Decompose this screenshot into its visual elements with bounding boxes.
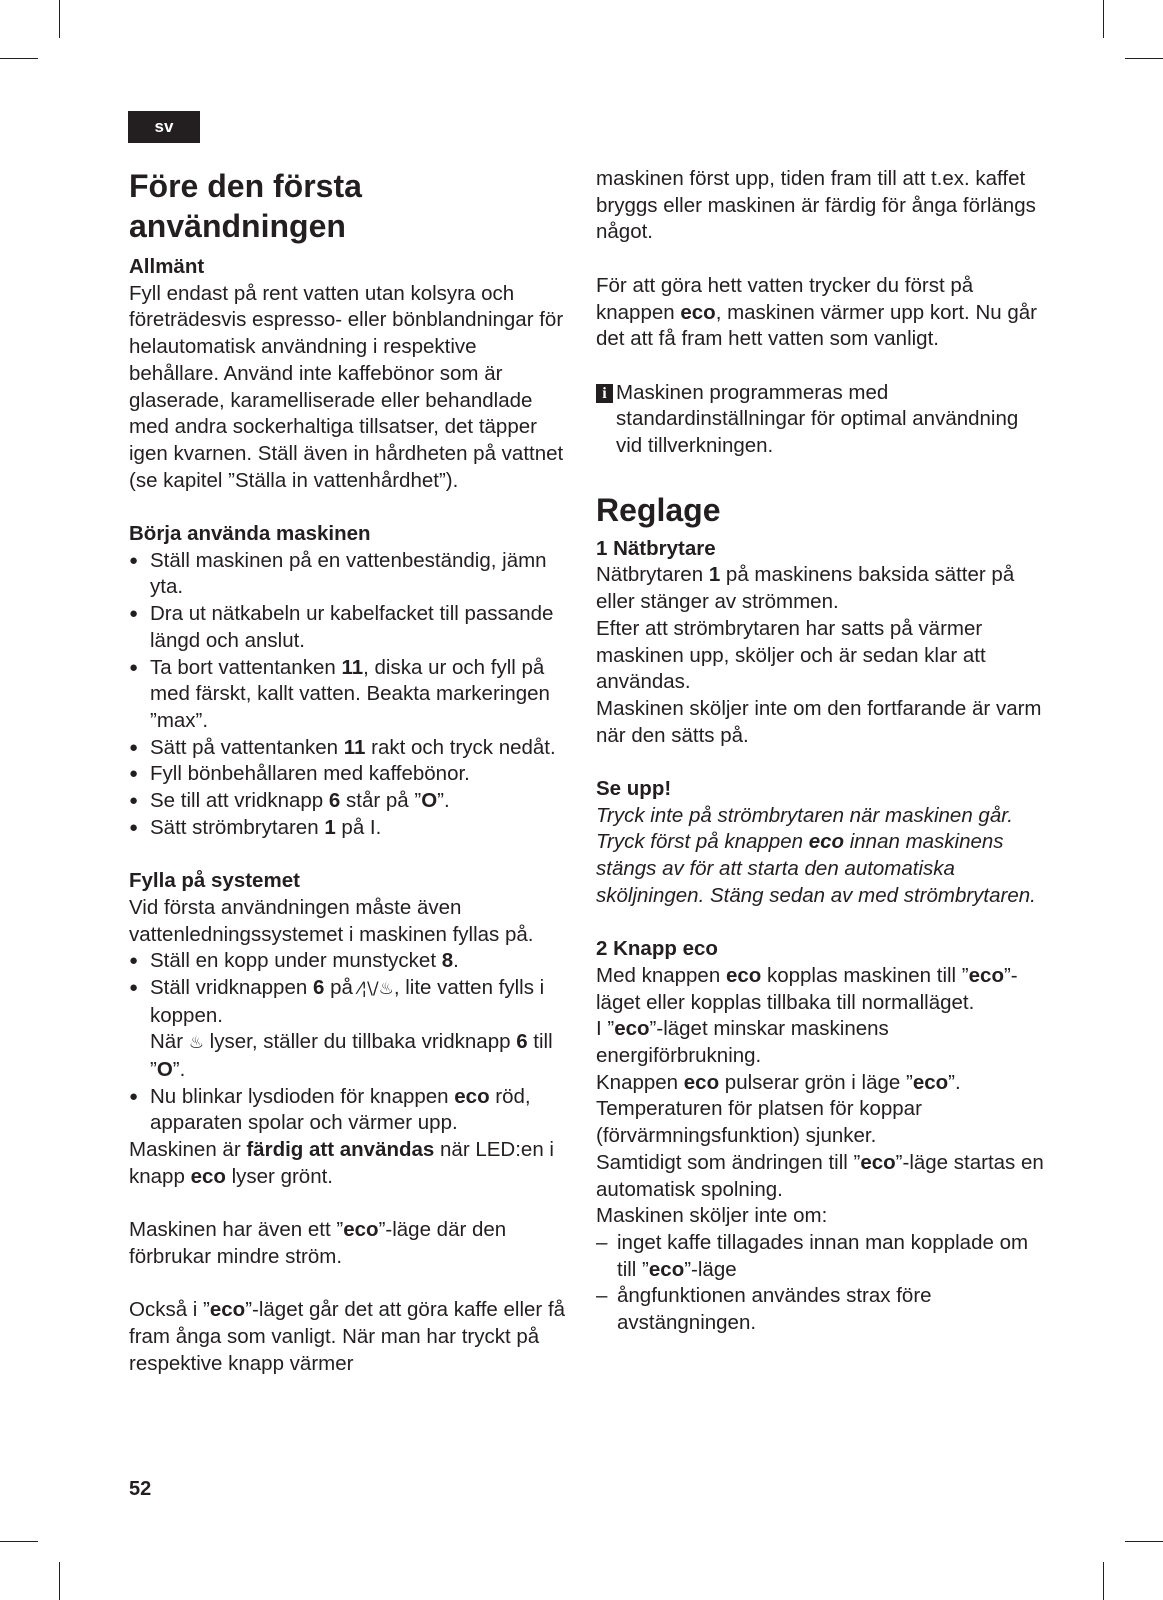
page-number: 52 [129, 1478, 152, 1500]
list-item: ● Sätt strömbrytaren 1 på I. [129, 815, 569, 842]
subheading-se-upp: Se upp! [596, 777, 672, 801]
paragraph-knapp-1: Med knappen eco kopplas maskinen till ”eco”-läget eller kopplas tillbaka till normalläget. [596, 963, 1018, 1014]
paragraph-knapp-2: I ”eco”-läget minskar maskinens energiförbrukning. [596, 1017, 889, 1068]
section-title: Före den första användningen [129, 168, 362, 244]
right-column [596, 166, 1046, 1337]
paragraph-ready: Maskinen är färdig att användas när LED:en i knapp eco lyser grönt. [129, 1138, 554, 1188]
crop-mark [1103, 1562, 1104, 1600]
paragraph-allmant: Fyll endast på rent vatten utan kolsyra och företrädesvis espresso- eller bönblandningar för helautomatisk användning i respektive behållare. Använd inte kaffebönor som är glaserade, karamelliserade eller behandlade med andra sockerhaltiga tillsatser, det täpper igen kvarnen. Ställ även in hårdheten på vattnet (se kapitel ”Ställa in vattenhårdhet”). [129, 281, 564, 492]
list-item: – ångfunktionen användes strax före avstängningen. [596, 1283, 1046, 1336]
list-item: ● Ställ en kopp under munstycket 8. [129, 948, 569, 975]
paragraph-nat-3: Maskinen sköljer inte om den fortfarande är varm när den sätts på. [596, 696, 1042, 747]
rinse-exceptions-list [596, 1230, 1046, 1337]
list-item: ● Se till att vridknapp 6 står på ”O”. [129, 788, 569, 815]
subheading-borja: Börja använda maskinen [129, 522, 371, 546]
crop-mark [1103, 0, 1104, 38]
crop-mark [1125, 58, 1163, 59]
hot-water-symbol-icon: ⁄¦\/♨ [358, 978, 394, 999]
paragraph-eco-coffee: Också i ”eco”-läget går det att göra kaffe eller få fram ånga som vanligt. När man har tryckt på respektive knapp värmer [129, 1298, 566, 1375]
paragraph-nat-2: Efter att strömbrytaren har satts på värmer maskinen upp, sköljer och är sedan klar att användas. [596, 616, 986, 694]
list-item: ● Nu blinkar lysdioden för knappen eco röd, apparaten spolar och värmer upp. [129, 1084, 569, 1137]
list-item: ● Dra ut nätkabeln ur kabelfacket till passande längd och anslut. [129, 601, 569, 654]
subheading-knapp-eco: 2 Knapp eco [596, 937, 718, 961]
list-item: – inget kaffe tillagades innan man kopplade om till ”eco”-läge [596, 1230, 1046, 1283]
paragraph-knapp-4: Temperaturen för platsen för koppar (förvärmningsfunktion) sjunker. [596, 1097, 922, 1148]
crop-mark [0, 1541, 38, 1542]
list-item: ● Fyll bönbehållaren med kaffebönor. [129, 761, 569, 788]
list-item: ● Ta bort vattentanken 11, diska ur och fyll på med färskt, kallt vatten. Beakta markeringen ”max”. [129, 655, 569, 735]
paragraph-knapp-3: Knappen eco pulserar grön i läge ”eco”. [596, 1070, 961, 1094]
crop-mark [59, 1562, 60, 1600]
info-icon: i [596, 384, 613, 403]
subheading-natbrytare: 1 Nätbrytare [596, 536, 716, 560]
section-title-reglage: Reglage [596, 491, 721, 528]
list-item: ● Ställ vridknappen 6 på ⁄¦\/♨, lite vatten fylls i koppen. När ♨ lyser, ställer du tillbaka vridknapp 6 till ”O”. [129, 975, 569, 1084]
list-item: ● Sätt på vattentanken 11 rakt och tryck nedåt. [129, 735, 569, 762]
subheading-fylla: Fylla på systemet [129, 869, 300, 893]
crop-mark [1125, 1541, 1163, 1542]
subheading-allmant: Allmänt [129, 255, 205, 278]
left-column [129, 166, 569, 1377]
language-tab: sv [128, 111, 200, 143]
paragraph-warning: Tryck inte på strömbrytaren när maskinen går. Tryck först på knappen eco innan maskinens stängs av för att starta den automatiska sköljningen. Stäng sedan av med strömbrytaren. [596, 803, 1036, 907]
paragraph-continued: maskinen först upp, tiden fram till att t.ex. kaffet bryggs eller maskinen är färdig för ånga förlängs något. [596, 167, 1036, 244]
paragraph-knapp-6: Maskinen sköljer inte om: [596, 1204, 828, 1228]
paragraph-hot-water: För att göra hett vatten trycker du först på knappen eco, maskinen värmer upp kort. Nu går det att få fram hett vatten som vanligt. [596, 273, 1037, 351]
borja-list [129, 548, 569, 842]
list-item: ● Ställ maskinen på en vattenbeständig, jämn yta. [129, 548, 569, 601]
info-note: i Maskinen programmeras med standardinställningar för optimal användning vid tillverkningen. [596, 380, 1046, 460]
fylla-list [129, 948, 569, 1137]
cup-symbol-icon: ♨ [188, 1033, 204, 1054]
crop-mark [0, 58, 38, 59]
paragraph-knapp-5: Samtidigt som ändringen till ”eco”-läge startas en automatisk spolning. [596, 1150, 1044, 1201]
paragraph-eco-mode: Maskinen har även ett ”eco”-läge där den förbrukar mindre ström. [129, 1218, 507, 1268]
paragraph-fylla-intro: Vid första användningen måste även vattenledningssystemet i maskinen fyllas på. [129, 895, 534, 946]
crop-mark [59, 0, 60, 38]
paragraph-nat-1: Nätbrytaren 1 på maskinens baksida sätter på eller stänger av strömmen. [596, 563, 1015, 614]
